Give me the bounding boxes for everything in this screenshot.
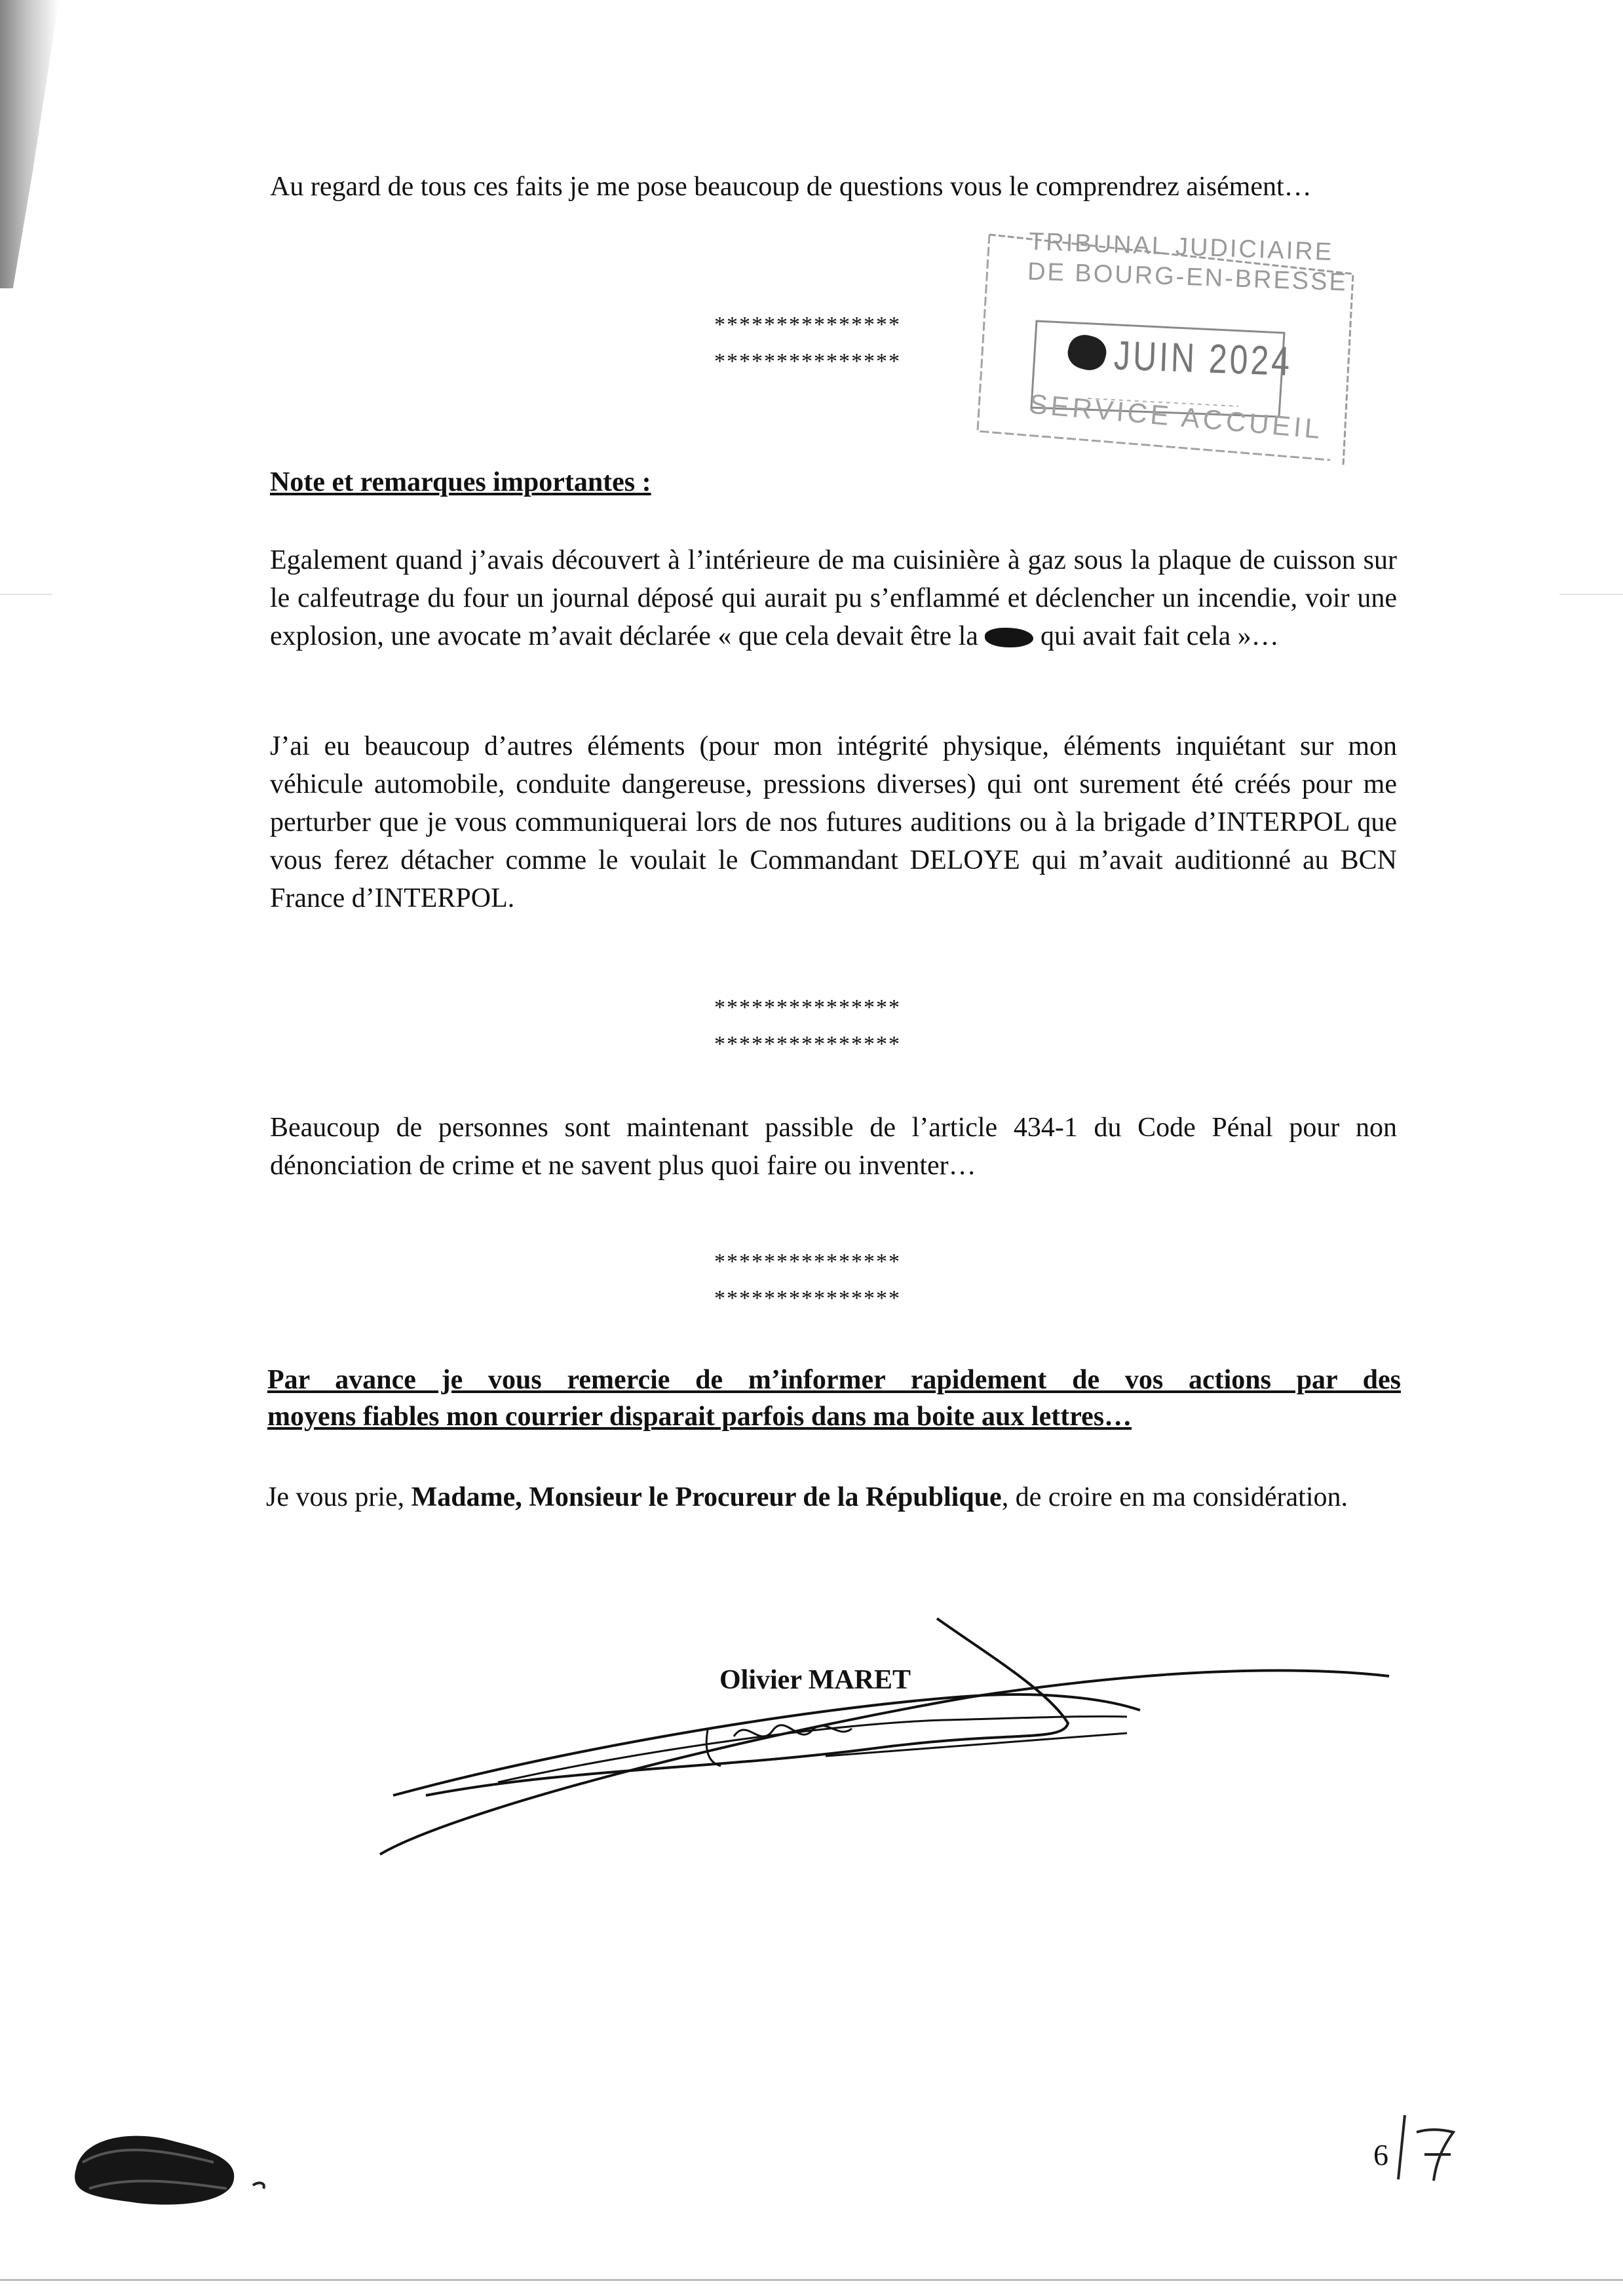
redaction-mark bbox=[985, 628, 1033, 647]
separator-stars-line: *************** bbox=[714, 1250, 901, 1274]
separator-stars-line: *************** bbox=[714, 313, 901, 337]
paragraph-article: Beaucoup de personnes sont maintenant passible de l’article 434-1 du Code Pénal pour non dénonciation de crime et ne savent plus quoi faire ou inventer… bbox=[270, 1113, 1397, 1181]
separator-stars-1 bbox=[714, 307, 963, 380]
scan-shadow-edge bbox=[0, 0, 59, 288]
request-paragraph bbox=[267, 1362, 1401, 1435]
stamp-date: JUIN 2024 bbox=[1113, 332, 1293, 385]
page-total: 7 bbox=[1521, 2231, 1527, 2242]
separator-stars-3 bbox=[714, 1244, 963, 1317]
separator-stars-2 bbox=[714, 989, 963, 1063]
paragraph-text: Egalement quand j’avais découvert à l’intérieure de ma cuisinière à gaz sous la plaque de cuisson sur le calfeutrage du four un journal déposé qui aurait pu s’enflammé et déclencher un incendie, voir une explosion, une avocate m’avait déclarée « que cela devait être la bbox=[270, 545, 1397, 651]
addressee: Madame, Monsieur le Procureur de la République bbox=[411, 1482, 1002, 1512]
closing-text: Je vous prie, bbox=[266, 1482, 411, 1512]
stamp-service: SERVICE ACCUEIL bbox=[1027, 388, 1325, 445]
paragraph-text: qui avait fait cela »… bbox=[1033, 621, 1279, 651]
scan-margin-mark-left bbox=[0, 594, 52, 595]
closing-formula bbox=[266, 1478, 1400, 1516]
stamp-court-name: TRIBUNAL JUDICIAIRE bbox=[1028, 227, 1334, 267]
paragraph-elements: J’ai eu beaucoup d’autres éléments (pour mon intégrité physique, éléments inquiétant sur mon véhicule automobile, conduite dangereuse, pressions diverses) qui ont surement été créés pour me perturber que je vous communiquerai lors de nos futures auditions ou à la brigade d’INTERPOL que vous ferez détacher comme le voulait le Commandant DELOYE qui m’avait auditionné au BCN France d’INTERPOL. bbox=[270, 731, 1397, 913]
separator-stars-line: *************** bbox=[714, 995, 901, 1020]
page-number: 6 bbox=[1373, 2138, 1388, 2172]
separator-stars-line: *************** bbox=[714, 1286, 901, 1311]
paragraph-cuisiniere bbox=[270, 541, 1397, 655]
handwritten-signature bbox=[367, 1599, 1415, 1874]
closing-text: , de croire en ma considération. bbox=[1001, 1482, 1348, 1512]
intro-paragraph: Au regard de tous ces faits je me pose beaucoup de questions vous le comprendrez aisément… bbox=[270, 172, 1312, 202]
request-line-2: moyens fiables mon courrier disparait parfois dans ma boite aux lettres… bbox=[267, 1402, 1132, 1432]
redacted-initials bbox=[63, 2123, 286, 2221]
separator-stars-line: *************** bbox=[714, 349, 901, 373]
request-line-1: Par avance je vous remercie de m’informer rapidement de vos actions par des bbox=[267, 1365, 1401, 1395]
notes-heading: Note et remarques importantes : bbox=[270, 467, 651, 497]
separator-stars-line: *************** bbox=[714, 1032, 901, 1056]
stamp-court-city: DE BOURG-EN-BRESSE bbox=[1027, 258, 1348, 297]
reception-stamp bbox=[976, 223, 1363, 472]
scan-bottom-edge bbox=[0, 2279, 1623, 2281]
page-total-handwritten bbox=[1390, 2109, 1527, 2242]
signer-name: Olivier MARET bbox=[719, 1665, 911, 1695]
scan-margin-mark-right bbox=[1559, 594, 1623, 595]
